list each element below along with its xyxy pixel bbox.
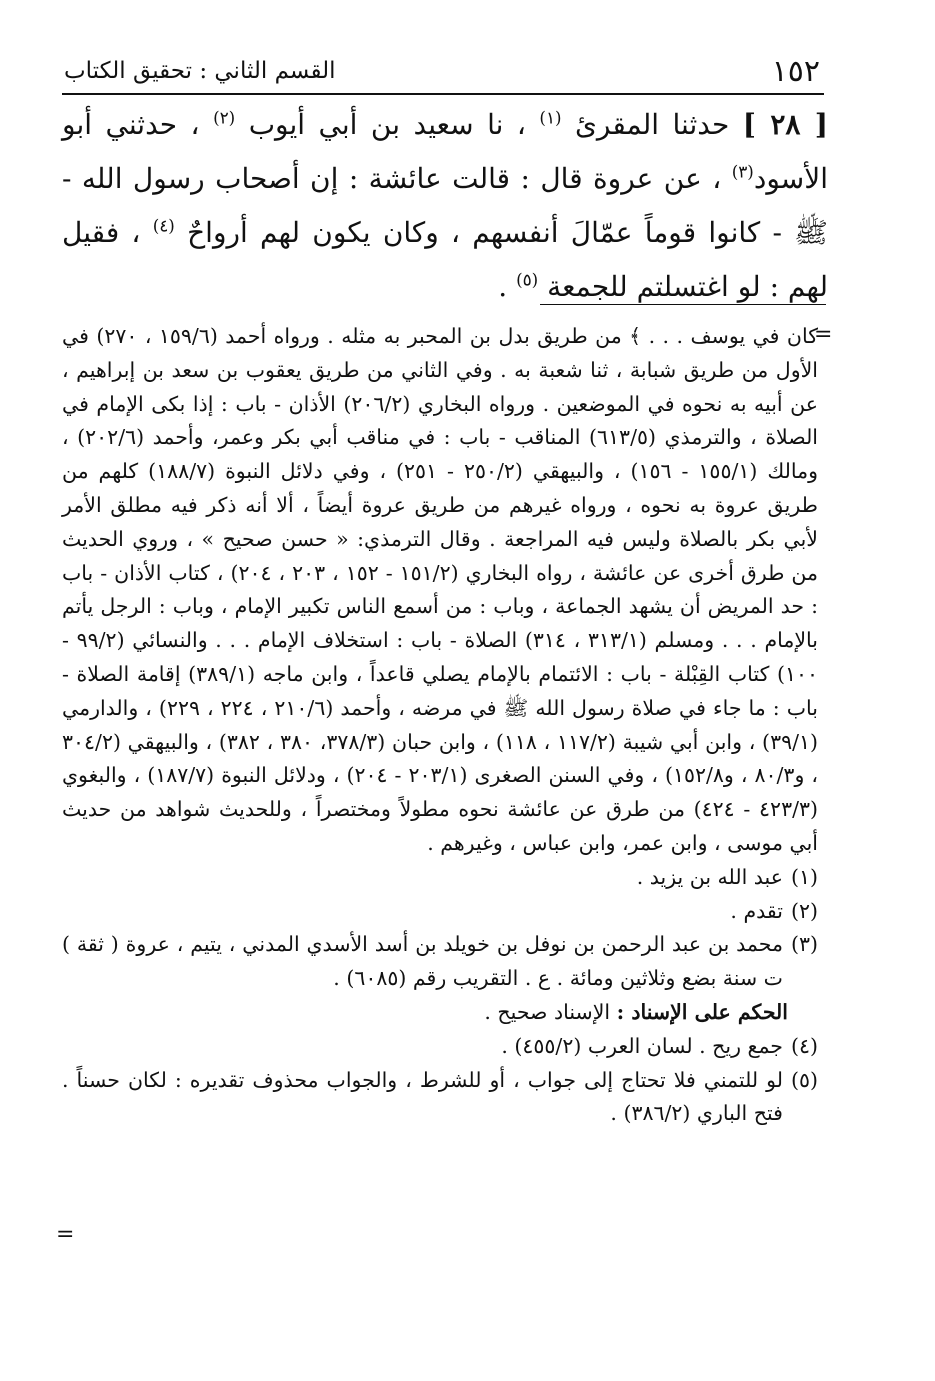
hadith-text-part-3: ، حدثني أبو الأسود — [62, 108, 828, 195]
footnote-text: جمع ريح . لسان العرب (٤٥٥/٢) . — [501, 1033, 783, 1058]
running-title: القسم الثاني : تحقيق الكتاب — [64, 58, 336, 84]
footnote-ref-3: (٣) — [731, 161, 754, 182]
footnote-ref-1: (١) — [539, 107, 562, 128]
footnote-number: (٢) — [790, 898, 818, 923]
footnote-number: (٤) — [790, 1033, 818, 1058]
footnote-ref-2: (٢) — [213, 107, 236, 128]
ruling-text: الإسناد صحيح . — [484, 999, 611, 1024]
hadith-text — [62, 98, 828, 314]
footnote-text: تقدم . — [730, 898, 783, 923]
end-continuation-mark: = — [56, 1222, 75, 1247]
footnote-ref-4: (٤) — [152, 215, 175, 236]
footnote-5 — [62, 1064, 818, 1132]
footnote-text: محمد بن عبد الرحمن بن نوفل بن خويلد بن أسد الأسدي المدني ، يتيم ، عروة ( ثقة ) ت سنة بضع وثلاثين ومائة . ع . التقريب رقم (٦٠٨٥) . — [62, 932, 783, 991]
footnote-ref-5: (٥) — [516, 269, 539, 290]
page-number: ١٥٢ — [771, 54, 820, 89]
footnote-number: (٣) — [790, 932, 818, 957]
footnote-3 — [62, 928, 818, 996]
footnote-number: (٥) — [790, 1067, 818, 1092]
hadith-text-part-4: ، عن عروة قال : قالت عائشة : إن أصحاب رسول الله - ﷺ - كانوا قوماً عمّالَ أنفسهم ، وكان يكون لهم أرواحٌ — [62, 162, 829, 249]
footnote-separator — [540, 304, 826, 305]
hadith-text-part-1: حدثنا المقرئ — [575, 108, 730, 141]
footnote-continued: كان في يوسف . . . ﴾ من طريق بدل بن المحبر به مثله . ورواه أحمد (١٥٩/٦ ، ٢٧٠) في الأول من طريق شبابة ، ثنا شعبة به . وفي الثاني من طريق يعقوب بن سعد بن إبراهيم ، عن أبيه به نحوه في الموضعين . ورواه البخاري (٢٠٦/٢) الأذان - باب : إذا بكى الإمام في الصلاة ، والترمذي (٦١٣/٥) المناقب - باب : في مناقب أبي بكر وعمر، وأحمد (٢٠٢/٦) ، ومالك (١٥٥/١ - ١٥٦) ، والبيهقي (٢٥٠/٢ - ٢٥١) ، وفي دلائل النبوة (١٨٨/٧) كلهم من طريق عروة به نحوه ، ورواه غيرهم من طريق عروة أيضاً ، ألا أنه ذكر فيه مطلق الأمر لأبي بكر بالصلاة وليس فيه المراجعة . وقال الترمذي: « حسن صحيح » ، وروي الحديث من طرق أخرى عن عائشة ، رواه البخاري (١٥١/٢ - ١٥٢ ، ٢٠٣ ، ٢٠٤) ، كتاب الأذان - باب : حد المريض أن يشهد الجماعة ، وباب : من أسمع الناس تكبير الإمام ، وباب : الرجل يأتم بالإمام . . . ومسلم (٣١٣/١ ، ٣١٤) الصلاة - باب : استخلاف الإمام . . . والنسائي (٩٩/٢ - ١٠٠) كتاب القِبْلة - باب : الائتمام بالإمام يصلي قاعداً ، وابن ماجه (٣٨٩/١) إقامة الصلاة - باب : ما جاء في صلاة رسول الله ﷺ في مرضه ، وأحمد (٢١٠/٦ ، ٢٢٤ ، ٢٢٩) ، والدارمي (٣٩/١) ، وابن أبي شيبة (١١٧/٢ ، ١١٨) ، وابن حبان (٣٧٨/٣، ٣٨٠ ، ٣٨٢) ، والبيهقي (٣٠٤/٢ ، و٨٠/٣ ، و١٥٢/٨) ، وفي السنن الصغرى (٢٠٣/١ - ٢٠٤) ، ودلائل النبوة (١٨٧/٧) ، والبغوي (٤٢٣/٣ - ٤٢٤) من طرق عن عائشة نحوه مطولاً ومختصراً ، وللحديث شواهد من حديث أبي موسى ، وابن عمر، وابن عباس ، وغيرهم . — [62, 324, 819, 855]
footnote-number: (١) — [790, 864, 818, 889]
ruling-label: الحكم على الإسناد : — [616, 999, 788, 1024]
hadith-text-part-5: ، فقيل لهم : لو اغتسلتم للجمعة — [62, 216, 828, 303]
footnote-4 — [62, 1030, 818, 1064]
page-header — [62, 52, 824, 92]
hadith-text-part-6: . — [498, 270, 508, 303]
hadith-number: [ ٢٨ ] — [742, 108, 828, 141]
hadith-text-part-2: ، نا سعيد بن أبي أيوب — [248, 108, 526, 141]
header-rule — [62, 93, 824, 95]
isnad-ruling — [62, 996, 818, 1030]
footnote-text: لو للتمني فلا تحتاج إلى جواب ، أو للشرط ، والجواب محذوف تقديره : لكان حسناً . فتح الباري (٣٨٦/٢) . — [62, 1067, 783, 1126]
footnote-2 — [62, 895, 818, 929]
footnote-1 — [62, 861, 818, 895]
footnote-text: عبد الله بن يزيد . — [636, 864, 783, 889]
continuation-mark: = — [814, 322, 833, 347]
footnotes — [62, 320, 818, 1131]
